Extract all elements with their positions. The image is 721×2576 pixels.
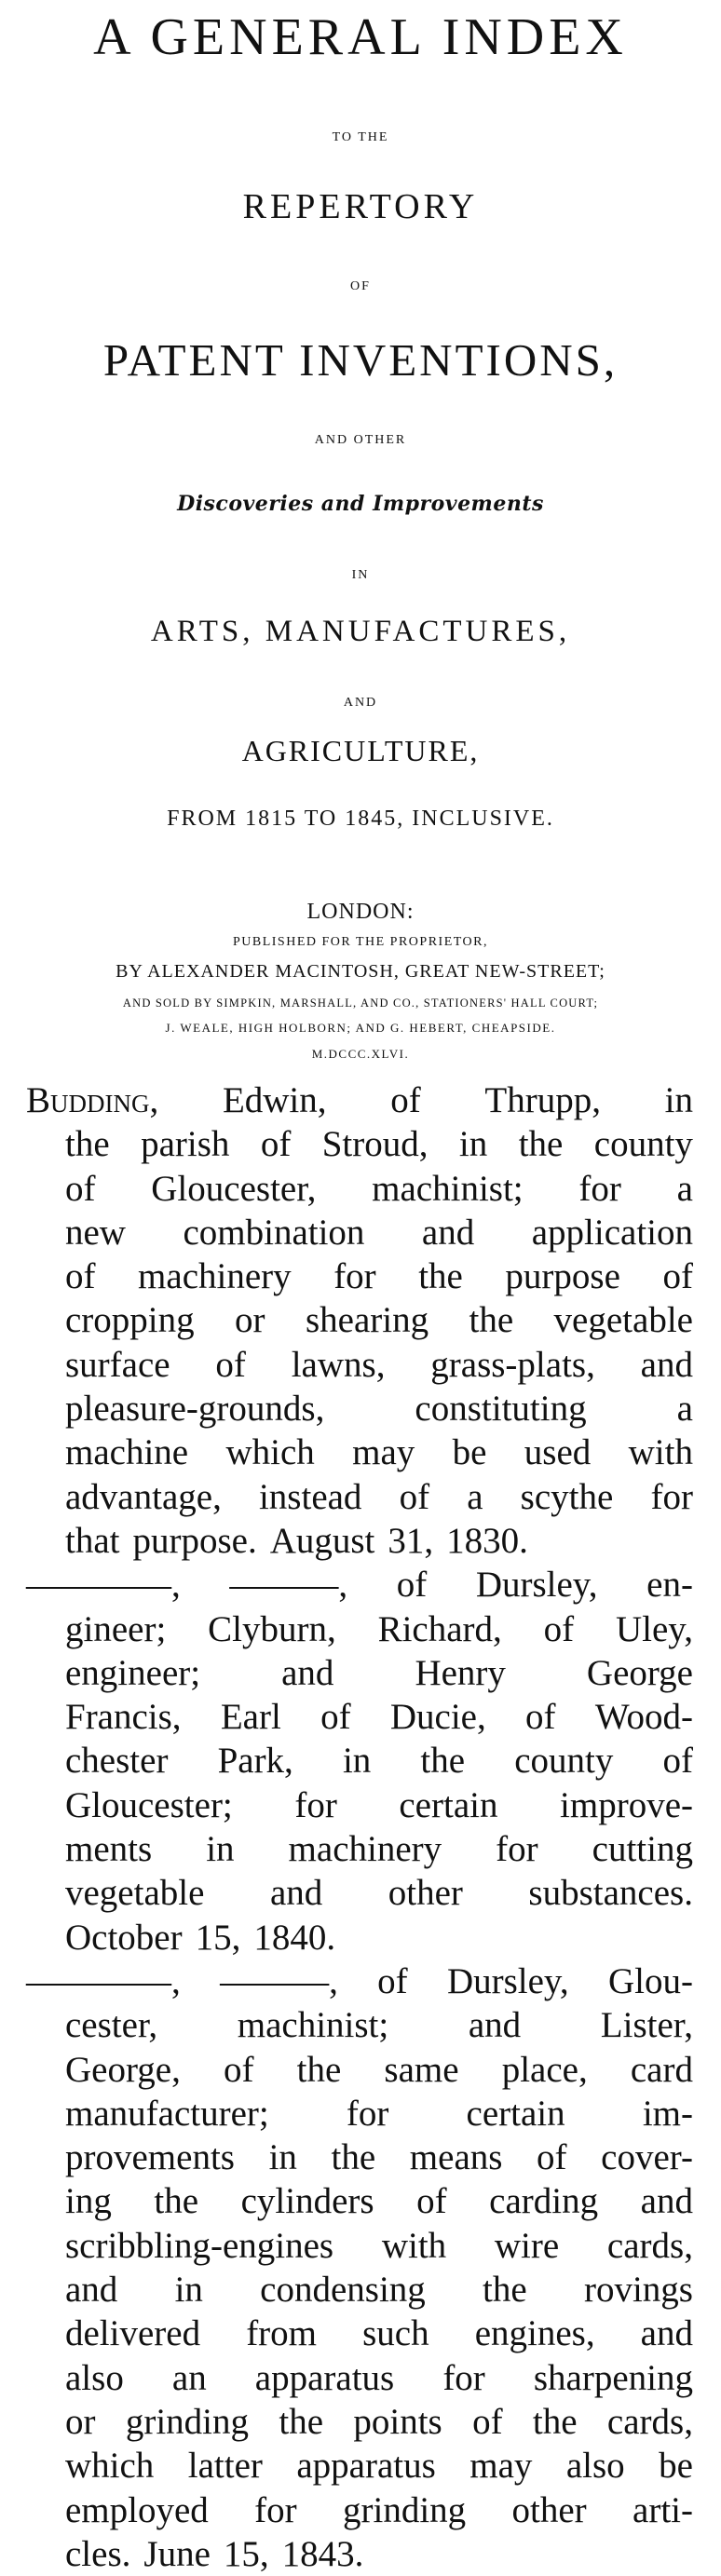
date-range: FROM 1815 TO 1845, INCLUSIVE.	[167, 807, 554, 831]
of-label: OF	[350, 279, 371, 293]
entry-line: delivered from such engines, and	[65, 2313, 693, 2354]
imprint-city: LONDON:	[306, 900, 415, 924]
index-entries	[26, 1078, 693, 2576]
entry-line: of machinery for the purpose of	[65, 1256, 693, 1297]
index-entry	[26, 1959, 693, 2576]
imprint-publisher: BY ALEXANDER MACINTOSH, GREAT NEW-STREET;	[116, 961, 605, 982]
entry-line: ————, ———, of Dursley, Glou-	[26, 1960, 693, 2001]
agriculture-heading: AGRICULTURE,	[241, 734, 480, 767]
imprint-sellers: AND SOLD BY SIMPKIN, MARSHALL, AND CO., STATIONERS' HALL COURT;	[122, 997, 599, 1010]
entry-line: Budding, Edwin, of Thrupp, in	[26, 1080, 693, 1120]
imprint-published: PUBLISHED FOR THE PROPRIETOR,	[232, 935, 489, 949]
to-the-label: TO THE	[332, 130, 389, 144]
entry-line: also an apparatus for sharpening	[65, 2357, 693, 2398]
arts-heading: ARTS, MANUFACTURES,	[150, 615, 571, 648]
entry-line: ing the cylinders of carding and	[65, 2181, 693, 2222]
entry-line: and in condensing the rovings	[65, 2270, 693, 2311]
patent-inventions-heading: PATENT INVENTIONS,	[102, 334, 619, 386]
and-label: AND	[343, 696, 378, 710]
entry-line: chester Park, in the county of	[65, 1741, 693, 1782]
entry-line: vegetable and other substances.	[65, 1873, 693, 1914]
index-entry	[26, 1563, 693, 1959]
entry-line: of Gloucester, machinist; for a	[65, 1168, 693, 1209]
repertory-heading: REPERTORY	[242, 187, 479, 226]
imprint-year: M.DCCC.XLVI.	[311, 1047, 410, 1061]
entry-line: George, of the same place, card	[65, 2049, 693, 2090]
entry-line: manufacturer; for certain im-	[65, 2093, 693, 2134]
and-other-label: AND OTHER	[314, 433, 407, 447]
entry-line: cles. June 15, 1843.	[65, 2533, 364, 2574]
entry-line: cester, machinist; and Lister,	[65, 2005, 693, 2046]
entry-line: or grinding the points of the cards,	[65, 2401, 693, 2442]
entry-line: new combination and application	[65, 1212, 693, 1253]
index-entry	[26, 1078, 693, 1563]
entry-line: Gloucester; for certain improve-	[65, 1784, 693, 1825]
entry-line: which latter apparatus may also be	[65, 2446, 693, 2487]
entry-line: machine which may be used with	[65, 1432, 693, 1473]
imprint-sellers-2: J. WEALE, HIGH HOLBORN; AND G. HEBERT, CHEAPSIDE.	[165, 1021, 556, 1035]
entry-line: cropping or shearing the vegetable	[65, 1300, 693, 1341]
entry-line: pleasure-grounds, constituting a	[65, 1389, 693, 1430]
in-label: IN	[351, 568, 370, 582]
main-title: A GENERAL INDEX	[93, 8, 628, 66]
entry-line: surface of lawns, grass-plats, and	[65, 1344, 693, 1385]
entry-line: Francis, Earl of Ducie, of Wood-	[65, 1697, 693, 1738]
entry-line: the parish of Stroud, in the county	[65, 1124, 693, 1165]
entry-line: that purpose. August 31, 1830.	[65, 1520, 528, 1561]
entry-line: employed for grinding other arti-	[65, 2489, 693, 2530]
entry-line: ments in machinery for cutting	[65, 1829, 693, 1870]
entry-line: gineer; Clyburn, Richard, of Uley,	[65, 1608, 693, 1649]
entry-line: scribbling-engines with wire cards,	[65, 2225, 693, 2266]
entry-line: provements in the means of cover-	[65, 2137, 693, 2178]
entry-line: engineer; and Henry George	[65, 1652, 693, 1693]
entry-line: October 15, 1840.	[65, 1917, 336, 1958]
entry-line: ————, ———, of Dursley, en-	[26, 1565, 693, 1606]
discoveries-heading: Discoveries and Improvements	[177, 492, 544, 516]
entry-line: advantage, instead of a scythe for	[65, 1476, 693, 1517]
